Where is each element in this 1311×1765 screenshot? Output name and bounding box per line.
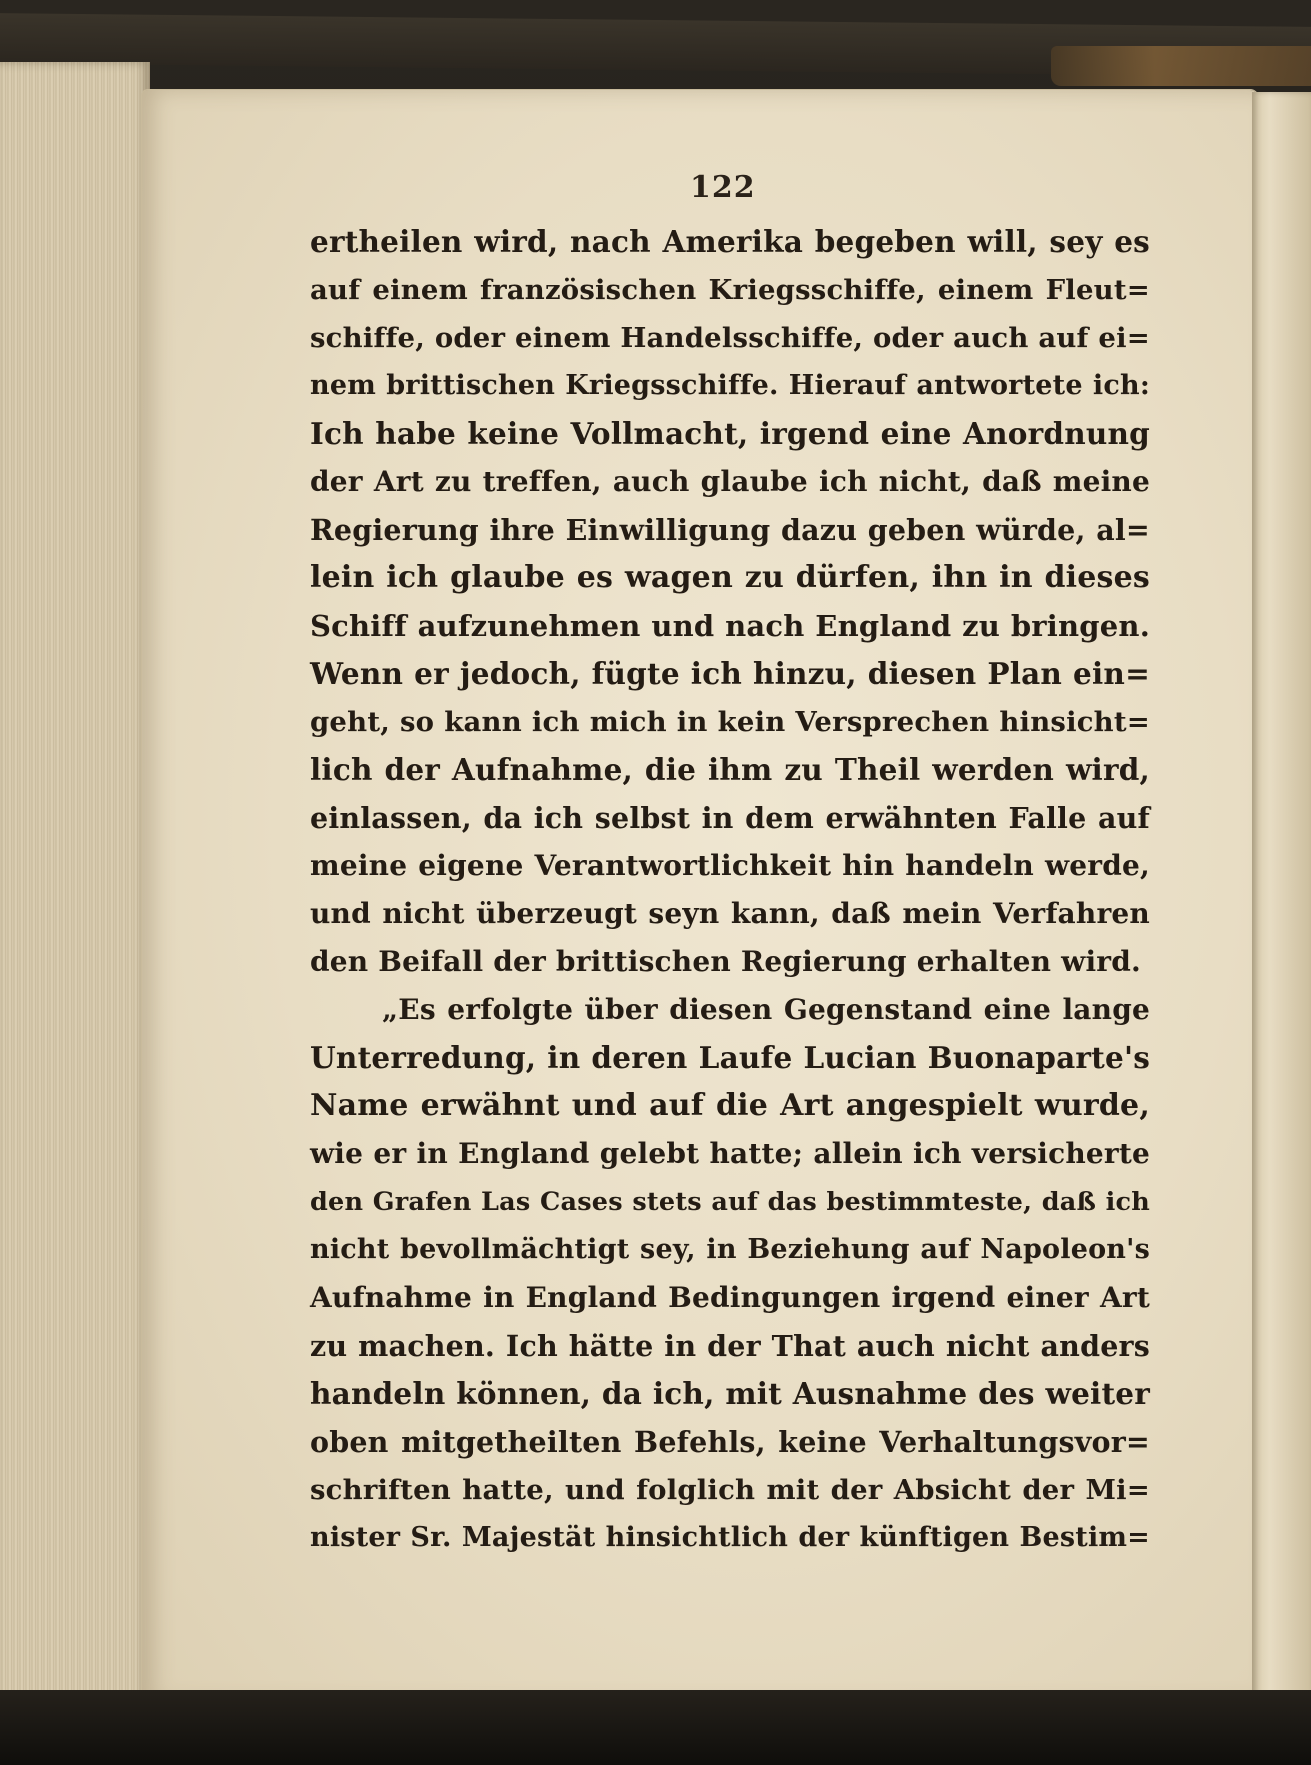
text-line: Regierung ihre Einwilligung dazu geben würde, al= — [310, 513, 1150, 547]
text-line: den Grafen Las Cases stets auf das bestimmteste, daß ich — [310, 1187, 1150, 1217]
text-line: ertheilen wird, nach Amerika begeben will, sey es — [310, 224, 1150, 259]
text-line: nister Sr. Majestät hinsichtlich der künftigen Bestim= — [310, 1522, 1150, 1553]
text-line: nicht bevollmächtigt sey, in Beziehung auf Napoleon's — [310, 1234, 1150, 1265]
page-edges-right — [1252, 92, 1311, 1700]
text-line: auf einem französischen Kriegsschiffe, einem Fleut= — [310, 274, 1150, 306]
page-number: 122 — [690, 170, 756, 205]
text-line: oben mitgetheilten Befehls, keine Verhaltungsvor= — [310, 1425, 1150, 1459]
text-line: der Art zu treffen, auch glaube ich nicht, daß meine — [310, 465, 1150, 498]
text-line: Wenn er jedoch, fügte ich hinzu, diesen Plan ein= — [310, 656, 1150, 691]
text-line: „Es erfolgte über diesen Gegenstand eine lange — [382, 993, 1150, 1026]
text-line: den Beifall der brittischen Regierung erhalten wird. — [310, 945, 1141, 978]
text-line: Unterredung, in deren Laufe Lucian Buonaparte's — [310, 1040, 1150, 1075]
bottom-shadow — [0, 1690, 1311, 1765]
text-line: lich der Aufnahme, die ihm zu Theil werden wird, — [310, 752, 1150, 787]
text-line: und nicht überzeugt seyn kann, daß mein Verfahren — [310, 897, 1150, 930]
text-line: geht, so kann ich mich in kein Versprechen hinsicht= — [310, 706, 1150, 738]
text-line: einlassen, da ich selbst in dem erwähnten Falle auf — [310, 801, 1150, 835]
leather-binding-edge — [1051, 46, 1311, 86]
text-line: Name erwähnt und auf die Art angespielt wurde, — [310, 1088, 1150, 1123]
text-line: nem brittischen Kriegsschiffe. Hierauf antwortete ich: — [310, 370, 1150, 401]
text-line: wie er in England gelebt hatte; allein ich versicherte — [310, 1137, 1150, 1170]
page-text — [310, 218, 1150, 1562]
text-line: Schiff aufzunehmen und nach England zu bringen. — [310, 609, 1150, 643]
page-edges-left — [0, 62, 150, 1702]
text-line: Ich habe keine Vollmacht, irgend eine Anordnung — [310, 416, 1150, 451]
text-line: handeln können, da ich, mit Ausnahme des weiter — [310, 1376, 1150, 1411]
text-line: Aufnahme in England Bedingungen irgend einer Art — [310, 1281, 1150, 1314]
text-line: schriften hatte, und folglich mit der Absicht der Mi= — [310, 1474, 1150, 1506]
text-line: zu machen. Ich hätte in der That auch nicht anders — [310, 1329, 1150, 1363]
text-line: meine eigene Verantwortlichkeit hin handeln werde, — [310, 849, 1150, 882]
text-line: schiffe, oder einem Handelsschiffe, oder auch auf ei= — [310, 322, 1150, 354]
text-line: lein ich glaube es wagen zu dürfen, ihn in dieses — [310, 560, 1150, 595]
